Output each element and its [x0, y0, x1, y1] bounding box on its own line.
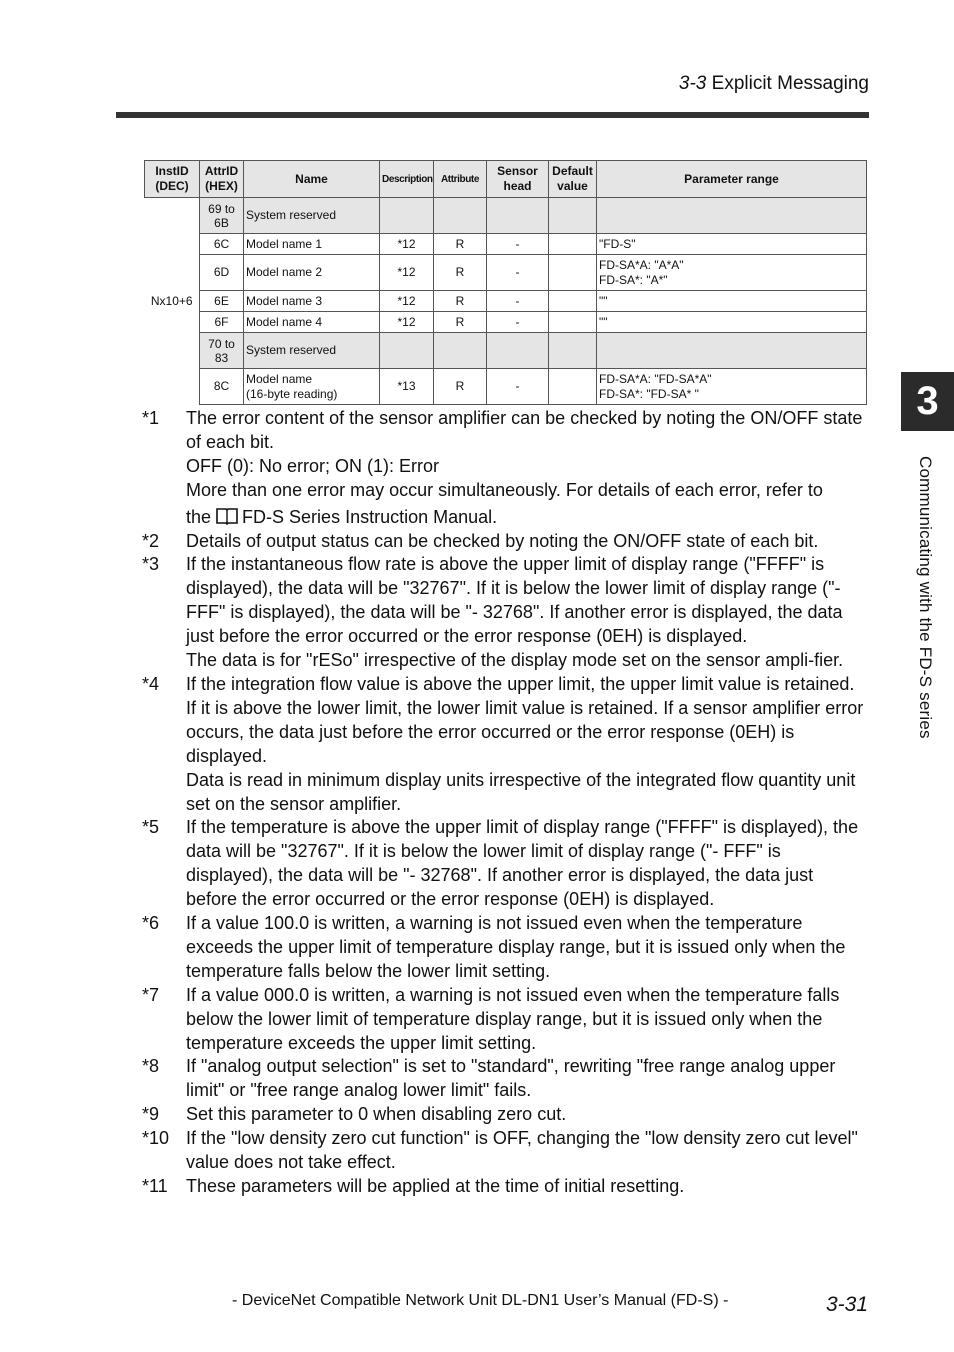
- footnote-paragraph: If "analog output selection" is set to "standard", rewriting "free range analog upper limit" or "free range analog lower limit" fails.: [186, 1056, 836, 1101]
- attribute-cell: R: [434, 255, 487, 291]
- description-cell: *13: [380, 369, 434, 405]
- footnote-paragraph: The data is for "rESo" irrespective of the display mode set on the sensor ampli-fier.: [186, 650, 844, 671]
- footnote-marker: *11: [142, 1176, 168, 1196]
- footnote-marker: *5: [142, 817, 160, 838]
- attr-id-cell: 6C: [200, 234, 244, 255]
- footnote-marker: *7: [142, 984, 160, 1005]
- footnote-text: [186, 816, 868, 912]
- section-title: Explicit Messaging: [711, 73, 869, 94]
- footnote-item: [142, 1103, 868, 1127]
- name-cell: Model name (16-byte reading): [244, 369, 380, 405]
- footnote-paragraph: If the integration flow value is above the upper limit, the upper limit value is retained. If it is above the lower limit, the lower limit value is retained. If a sensor amplifier error occurs, the data just before the error occurred or the error response (0EH) is displayed.: [186, 673, 864, 766]
- sensor-head-cell: -: [487, 255, 549, 291]
- sensor-head-cell: [487, 198, 549, 234]
- default-value-cell: [549, 291, 597, 312]
- footnote-item: [142, 816, 868, 912]
- col-description: Description: [380, 161, 434, 198]
- footnote-text: [186, 984, 868, 1056]
- description-cell: *12: [380, 312, 434, 333]
- name-cell: System reserved: [244, 198, 380, 234]
- reference-title: FD-S Series Instruction Manual.: [242, 506, 498, 527]
- footnote-paragraph: These parameters will be applied at the time of initial resetting.: [186, 1176, 685, 1196]
- parameter-table: [144, 160, 867, 405]
- footnote-paragraph: If the "low density zero cut function" is OFF, changing the "low density zero cut level" value does not take effect.: [186, 1128, 858, 1173]
- manual-reference: [186, 506, 868, 530]
- attribute-cell: R: [434, 312, 487, 333]
- default-value-cell: [549, 198, 597, 234]
- description-cell: [380, 198, 434, 234]
- footnote-item: [142, 553, 868, 673]
- footnote-text: [186, 673, 868, 816]
- name-cell: Model name 2: [244, 255, 380, 291]
- footnote-marker: *1: [142, 408, 160, 428]
- footnote-paragraph: More than one error may occur simultaneously. For details of each error, refer to: [186, 479, 823, 500]
- footnote-text: [186, 1175, 868, 1199]
- table-row: [145, 198, 867, 234]
- col-instid: InstID (DEC): [145, 161, 200, 198]
- attr-id-cell: 6E: [200, 291, 244, 312]
- footnote-paragraph: Set this parameter to 0 when disabling zero cut.: [186, 1104, 567, 1125]
- col-attribute: Attribute: [434, 161, 487, 198]
- table-row: [145, 291, 867, 312]
- sensor-head-cell: -: [487, 312, 549, 333]
- footnote-paragraph: If the instantaneous flow rate is above the upper limit of display range ("FFFF" is displayed), the data will be "32767". If it is below the lower limit of display range ("- FFF" is displayed), the data will be "- 32768". If another error is displayed, the data just before the error occurred or the error response (0EH) is displayed.: [186, 554, 843, 647]
- footnote-text: [186, 1103, 868, 1127]
- footnote-paragraph: If the temperature is above the upper limit of display range ("FFFF" is displayed), the data will be "32767". If it is below the lower limit of display range ("- FFF" is displayed), the data will be "- 32768". If another error is displayed, the data just before the error occurred or the error response (0EH) is displayed.: [186, 817, 859, 910]
- footnote-paragraph: Data is read in minimum display units irrespective of the integrated flow quantity unit set on the sensor amplifier.: [186, 769, 856, 814]
- manual-book-icon: [216, 507, 238, 525]
- table-row: [145, 369, 867, 405]
- sensor-head-cell: [487, 333, 549, 369]
- default-value-cell: [549, 234, 597, 255]
- sensor-head-cell: -: [487, 291, 549, 312]
- footnote-text: [186, 553, 868, 673]
- footnote-paragraph: OFF (0): No error; ON (1): Error: [186, 455, 440, 476]
- parameter-range-cell: FD-SA*A: "A*A" FD-SA*: "A*": [597, 255, 867, 291]
- footnote-text: [186, 912, 868, 984]
- parameter-range-cell: FD-SA*A: "FD-SA*A" FD-SA*: "FD-SA* ": [597, 369, 867, 405]
- attr-id-cell: 8C: [200, 369, 244, 405]
- footnote-paragraph: Details of output status can be checked by noting the ON/OFF state of each bit.: [186, 530, 819, 551]
- description-cell: [380, 333, 434, 369]
- footnote-marker: *4: [142, 673, 160, 694]
- default-value-cell: [549, 333, 597, 369]
- footnote-text: [186, 1055, 868, 1103]
- reference-prefix: the: [186, 506, 212, 527]
- page-number: 3-31: [826, 1293, 869, 1316]
- description-cell: *12: [380, 234, 434, 255]
- instance-id-cell: Nx10+6: [145, 198, 200, 405]
- table-row: [145, 312, 867, 333]
- attr-id-cell: 70 to 83: [200, 333, 244, 369]
- footnote-item: [142, 407, 868, 530]
- default-value-cell: [549, 255, 597, 291]
- attribute-cell: R: [434, 234, 487, 255]
- default-value-cell: [549, 369, 597, 405]
- footnote-marker: *3: [142, 554, 160, 575]
- parameter-range-cell: "FD-S": [597, 234, 867, 255]
- footnote-paragraph: If a value 000.0 is written, a warning is not issued even when the temperature falls below the lower limit of temperature display range, but it is issued only when the temperature exceeds the upper limit setting.: [186, 984, 840, 1053]
- footnote-marker: *2: [142, 530, 160, 551]
- attribute-cell: R: [434, 369, 487, 405]
- name-cell: Model name 4: [244, 312, 380, 333]
- footnote-marker: *8: [142, 1056, 160, 1077]
- table-row: [145, 234, 867, 255]
- name-cell: System reserved: [244, 333, 380, 369]
- footnote-item: [142, 1055, 868, 1103]
- parameter-range-cell: [597, 198, 867, 234]
- footnotes: [142, 407, 868, 1199]
- name-cell: Model name 1: [244, 234, 380, 255]
- attr-id-cell: 6F: [200, 312, 244, 333]
- footnote-marker: *6: [142, 913, 160, 934]
- attribute-cell: [434, 198, 487, 234]
- header-rule: [116, 112, 869, 118]
- chapter-tab: 3: [901, 372, 954, 431]
- parameter-range-cell: [597, 333, 867, 369]
- default-value-cell: [549, 312, 597, 333]
- footnote-item: [142, 530, 868, 554]
- col-name: Name: [244, 161, 380, 198]
- name-cell: Model name 3: [244, 291, 380, 312]
- description-cell: *12: [380, 291, 434, 312]
- footnote-text: [186, 530, 868, 554]
- table-row: [145, 333, 867, 369]
- footnote-item: [142, 1127, 868, 1175]
- section-number: 3-3: [678, 73, 707, 94]
- footnote-marker: *9: [142, 1104, 160, 1125]
- col-default-value: Default value: [549, 161, 597, 198]
- side-chapter-label: Communicating with the FD-S series: [916, 456, 935, 739]
- footnote-item: [142, 912, 868, 984]
- description-cell: *12: [380, 255, 434, 291]
- parameter-range-cell: "": [597, 312, 867, 333]
- col-attrid: AttrID (HEX): [200, 161, 244, 198]
- footer-manual-title: - DeviceNet Compatible Network Unit DL-DN1 User’s Manual (FD-S) -: [232, 1292, 729, 1309]
- footnote-paragraph: The error content of the sensor amplifier can be checked by noting the ON/OFF state of each bit.: [186, 408, 863, 452]
- table-row: [145, 255, 867, 291]
- parameter-range-cell: "": [597, 291, 867, 312]
- running-header: [679, 73, 869, 95]
- sensor-head-cell: -: [487, 369, 549, 405]
- footnote-paragraph: If a value 100.0 is written, a warning is not issued even when the temperature exceeds the upper limit of temperature display range, but it is issued only when the temperature falls below the lower limit setting.: [186, 913, 846, 981]
- attr-id-cell: 6D: [200, 255, 244, 291]
- attribute-cell: R: [434, 291, 487, 312]
- sensor-head-cell: -: [487, 234, 549, 255]
- attr-id-cell: 69 to 6B: [200, 198, 244, 234]
- table-body: [145, 198, 867, 405]
- col-sensor-head: Sensor head: [487, 161, 549, 198]
- footnote-item: [142, 673, 868, 816]
- col-parameter-range: Parameter range: [597, 161, 867, 198]
- footnote-text: [186, 407, 868, 530]
- footnote-item: [142, 1175, 868, 1199]
- attribute-cell: [434, 333, 487, 369]
- table-header-row: [145, 161, 867, 198]
- footnote-item: [142, 984, 868, 1056]
- footnote-text: [186, 1127, 868, 1175]
- footnote-marker: *10: [142, 1128, 170, 1149]
